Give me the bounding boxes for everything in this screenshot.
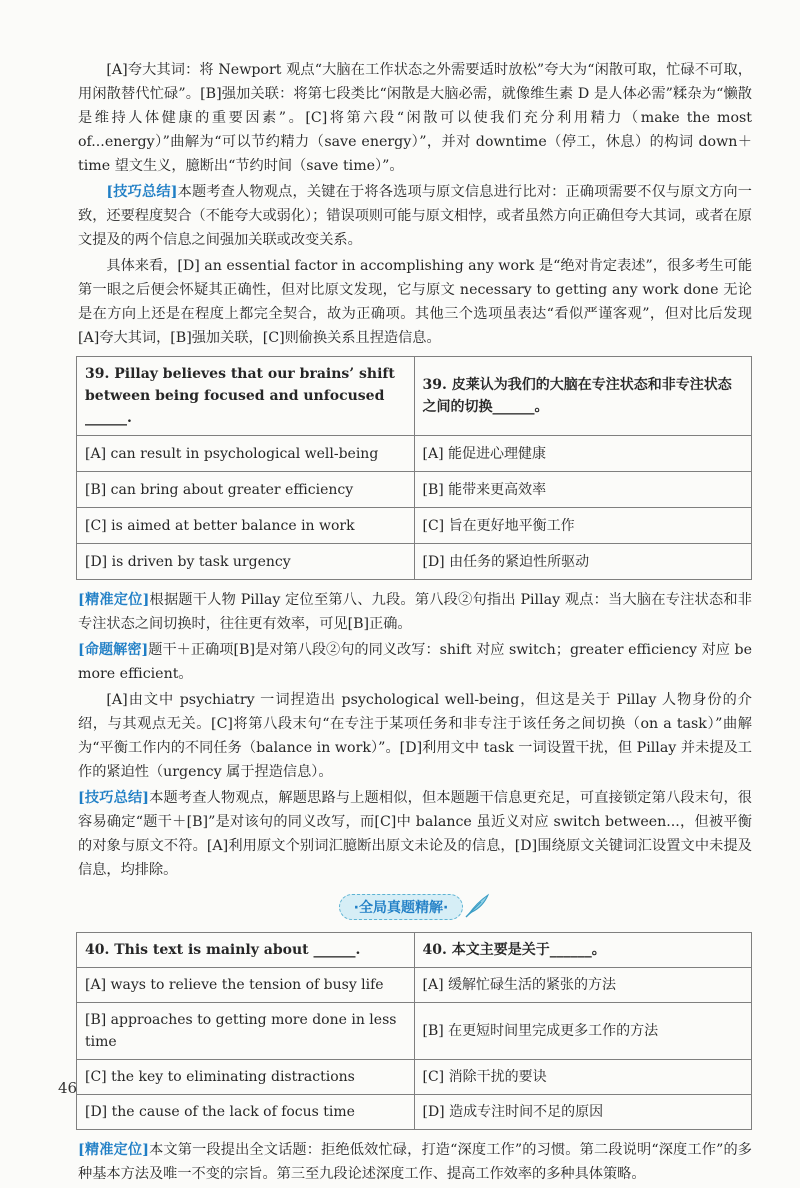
q39-locate [78,588,752,636]
q40-option-b-en: [B] approaches to getting more done in less time [77,1003,415,1060]
quill-icon [465,892,491,922]
q38-tip-summary [78,180,752,252]
section-banner [339,894,464,920]
q40-option-c-en: [C] the key to eliminating distractions [77,1060,415,1095]
table-row [77,1060,752,1095]
q39-option-a-en: [A] can result in psychological well-being [77,436,415,472]
q39-stem-en: 39. Pillay believes that our brains’ shift between being focused and unfocused ______. [77,357,415,436]
q39-option-b-zh: [B] 能带来更高效率 [414,472,752,508]
q40-option-b-zh: [B] 在更短时间里完成更多工作的方法 [414,1003,752,1060]
table-row [77,472,752,508]
page-number: 46 [58,1079,78,1097]
q39-analysis: [A]由文中 psychiatry 一词捏造出 psychological well-being，但这是关于 Pillay 人物身份的介绍，与其观点无关。[C]将第八段末句“在专注于某项任务和非专注于该任务之间切换（on a task）”曲解为“平衡工作内的不同任务（balance in work）”。[D]利用文中 task 一词设置干扰，但 Pillay 并未提及工作的紧迫性（urgency 属于捏造信息）。 [78,692,752,780]
q40-table [76,932,752,1130]
content [78,58,752,1188]
locate-label: [精准定位] [78,592,150,608]
q39-stem-row [77,357,752,436]
q39-stem-zh: 39. 皮莱认为我们的大脑在专注状态和非专注状态之间的切换______。 [414,357,752,436]
tip-label: [技巧总结] [106,184,178,200]
q39-table [76,356,752,580]
table-row [77,1095,752,1130]
q39-option-b-en: [B] can bring about greater efficiency [77,472,415,508]
table-row [77,508,752,544]
q40-option-d-zh: [D] 造成专注时间不足的原因 [414,1095,752,1130]
q40-option-a-zh: [A] 缓解忙碌生活的紧张的方法 [414,968,752,1003]
q39-option-c-zh: [C] 旨在更好地平衡工作 [414,508,752,544]
tip-text: 本题考查人物观点，关键在于将各选项与原文信息进行比对：正确项需要不仅与原文方向一致，还要程度契合（不能夸大或弱化）；错误项则可能与原文相悖，或者虽然方向正确但夸大其词，或者在原文提及的两个信息之间强加关联或改变关系。 [78,184,752,248]
table-row [77,436,752,472]
q40-option-d-en: [D] the cause of the lack of focus time [77,1095,415,1130]
table-row [77,968,752,1003]
q40-stem-en: 40. This text is mainly about ______. [77,933,415,968]
q39-option-d-en: [D] is driven by task urgency [77,544,415,580]
decode-text: 题干＋正确项[B]是对第八段②句的同义改写：shift 对应 switch；greater efficiency 对应 be more efficient。 [78,642,752,682]
q40-option-c-zh: [C] 消除干扰的要诀 [414,1060,752,1095]
decode-label: [命题解密] [78,642,149,658]
locate-label: [精准定位] [78,1142,149,1158]
locate-text: 本文第一段提出全文话题：拒绝低效忙碌，打造“深度工作”的习惯。第二段说明“深度工作”的多种基本方法及唯一不变的宗旨。第三至九段论述深度工作、提高工作效率的多种具体策略。 [78,1142,752,1182]
q39-tip-summary [78,786,752,882]
q38-option-analysis: [A]夸大其词：将 Newport 观点“大脑在工作状态之外需要适时放松”夸大为“闲散可取，忙碌不可取，用闲散替代忙碌”。[B]强加关联：将第七段类比“闲散是大脑必需，就像维生素 D 是人体必需”糅杂为“懒散是维持人体健康的重要因素”。[C]将第六段“闲散可以使我们充分利用精力（make the most of...energy）”曲解为“可以节约精力（save energy）”，并对 downtime（停工，休息）的构词 down＋time 望文生义，臆断出“节约时间（save time）”。 [78,62,752,174]
tip-label: [技巧总结] [78,790,150,806]
table-row [77,1003,752,1060]
section-title: ·全局真题精解· [353,900,449,916]
q40-option-a-en: [A] ways to relieve the tension of busy life [77,968,415,1003]
q39-option-d-zh: [D] 由任务的紧迫性所驱动 [414,544,752,580]
q39-option-a-zh: [A] 能促进心理健康 [414,436,752,472]
tip-text: 本题考查人物观点，解题思路与上题相似，但本题题干信息更充足，可直接锁定第八段末句，很容易确定“题干＋[B]”是对该句的同义改写，而[C]中 balance 虽近义对应 switch between...，但被平衡的对象与原文不符。[A]利用原文个别词汇臆断出原文未论及的信息，[D]围绕原文关键词汇设置文中未提及信息，均排除。 [78,790,752,878]
locate-text: 根据题干人物 Pillay 定位至第八、九段。第八段②句指出 Pillay 观点：当大脑在专注状态和非专注状态之间切换时，往往更有效率，可见[B]正确。 [78,592,752,632]
q40-locate [78,1138,752,1186]
section-heading [78,892,752,922]
table-row [77,544,752,580]
q39-option-c-en: [C] is aimed at better balance in work [77,508,415,544]
q39-decode [78,638,752,686]
q38-detail-analysis: 具体来看，[D] an essential factor in accomplishing any work 是“绝对肯定表述”，很多考生可能第一眼之后便会怀疑其正确性，但对比原文发现，它与原文 necessary to getting any work done 无论是在方向上还是在程度上都完全契合，故为正确项。其他三个选项虽表达“看似严谨客观”，但对比后发现[A]夸大其词，[B]强加关联，[C]则偷换关系且捏造信息。 [78,258,753,346]
q40-stem-row [77,933,752,968]
q40-stem-zh: 40. 本文主要是关于______。 [414,933,752,968]
